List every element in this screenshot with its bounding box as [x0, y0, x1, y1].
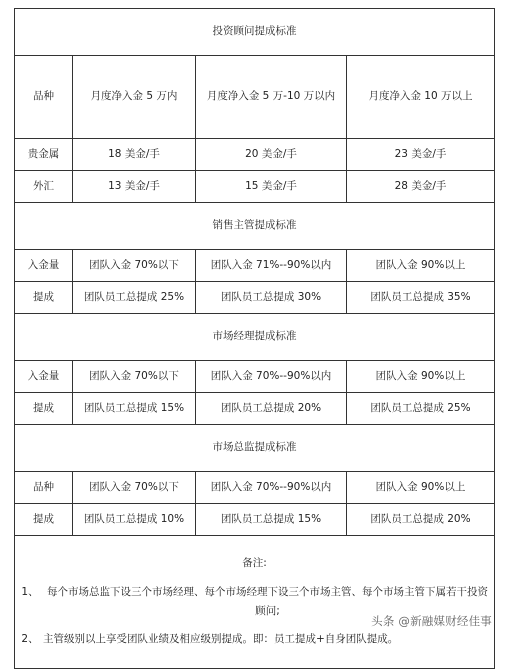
table-cell: 入金量 [15, 361, 73, 393]
table-row [15, 56, 495, 139]
table-cell: 28 美金/手 [347, 171, 495, 203]
table-cell: 团队入金 90%以上 [347, 472, 495, 504]
table-cell: 18 美金/手 [73, 139, 196, 171]
table-cell: 团队员工总提成 25% [73, 282, 196, 314]
table-cell: 入金量 [15, 250, 73, 282]
table-row [15, 472, 495, 504]
section-title-advisor: 投资顾问提成标准 [15, 9, 495, 56]
table-row [15, 393, 495, 425]
table-cell: 20 美金/手 [196, 139, 347, 171]
notes-heading: 备注: [242, 557, 267, 570]
table-cell: 团队员工总提成 30% [196, 282, 347, 314]
section-title-row [15, 425, 495, 472]
section-title-row [15, 203, 495, 250]
table-cell: 提成 [15, 393, 73, 425]
table-cell: 13 美金/手 [73, 171, 196, 203]
note-number: 1、 [21, 585, 39, 598]
table-cell: 提成 [15, 282, 73, 314]
table-cell: 外汇 [15, 171, 73, 203]
table-cell: 月度净入金 5 万-10 万以内 [196, 56, 347, 139]
section-title-market-manager: 市场经理提成标准 [15, 314, 495, 361]
table-cell: 提成 [15, 504, 73, 536]
table-row [15, 250, 495, 282]
table-row [15, 282, 495, 314]
table-cell: 团队入金 90%以上 [347, 361, 495, 393]
table-cell: 团队入金 70%--90%以内 [196, 472, 347, 504]
table-cell: 团队入金 70%以下 [73, 361, 196, 393]
table-cell: 团队入金 70%--90%以内 [196, 361, 347, 393]
table-row [15, 361, 495, 393]
section-title-row [15, 314, 495, 361]
commission-standards-table [14, 8, 495, 669]
table-cell: 团队员工总提成 15% [196, 504, 347, 536]
notes-cell [15, 536, 495, 669]
table-row [15, 504, 495, 536]
table-cell: 团队员工总提成 10% [73, 504, 196, 536]
table-cell: 团队员工总提成 20% [196, 393, 347, 425]
note-text: 主管级别以上享受团队业绩及相应级别提成。即：员工提成+自身团队提成。 [43, 633, 399, 646]
table-cell: 23 美金/手 [347, 139, 495, 171]
note-text: 每个市场总监下设三个市场经理、每个市场经理下设三个市场主管、每个市场主管下属若干投资顾问; [47, 585, 488, 617]
table-row [15, 139, 495, 171]
note-number: 2、 [21, 633, 39, 646]
table-cell: 贵金属 [15, 139, 73, 171]
table-row [15, 171, 495, 203]
table-cell: 团队员工总提成 25% [347, 393, 495, 425]
source-watermark: 头条 @新融媒财经佳事 [371, 614, 492, 628]
notes-row [15, 536, 495, 669]
table-cell: 团队员工总提成 15% [73, 393, 196, 425]
table-cell: 品种 [15, 472, 73, 504]
table-cell: 月度净入金 5 万内 [73, 56, 196, 139]
table-cell: 团队入金 70%以下 [73, 250, 196, 282]
note-item [17, 630, 492, 649]
table-cell: 15 美金/手 [196, 171, 347, 203]
table-cell: 团队入金 90%以上 [347, 250, 495, 282]
table-cell: 团队入金 71%--90%以内 [196, 250, 347, 282]
table-cell: 团队员工总提成 35% [347, 282, 495, 314]
table-cell: 团队入金 70%以下 [73, 472, 196, 504]
section-title-market-director: 市场总监提成标准 [15, 425, 495, 472]
section-title-row [15, 9, 495, 56]
table-cell: 团队员工总提成 20% [347, 504, 495, 536]
table-cell: 月度净入金 10 万以上 [347, 56, 495, 139]
table-cell: 品种 [15, 56, 73, 139]
section-title-sales-supervisor: 销售主管提成标准 [15, 203, 495, 250]
